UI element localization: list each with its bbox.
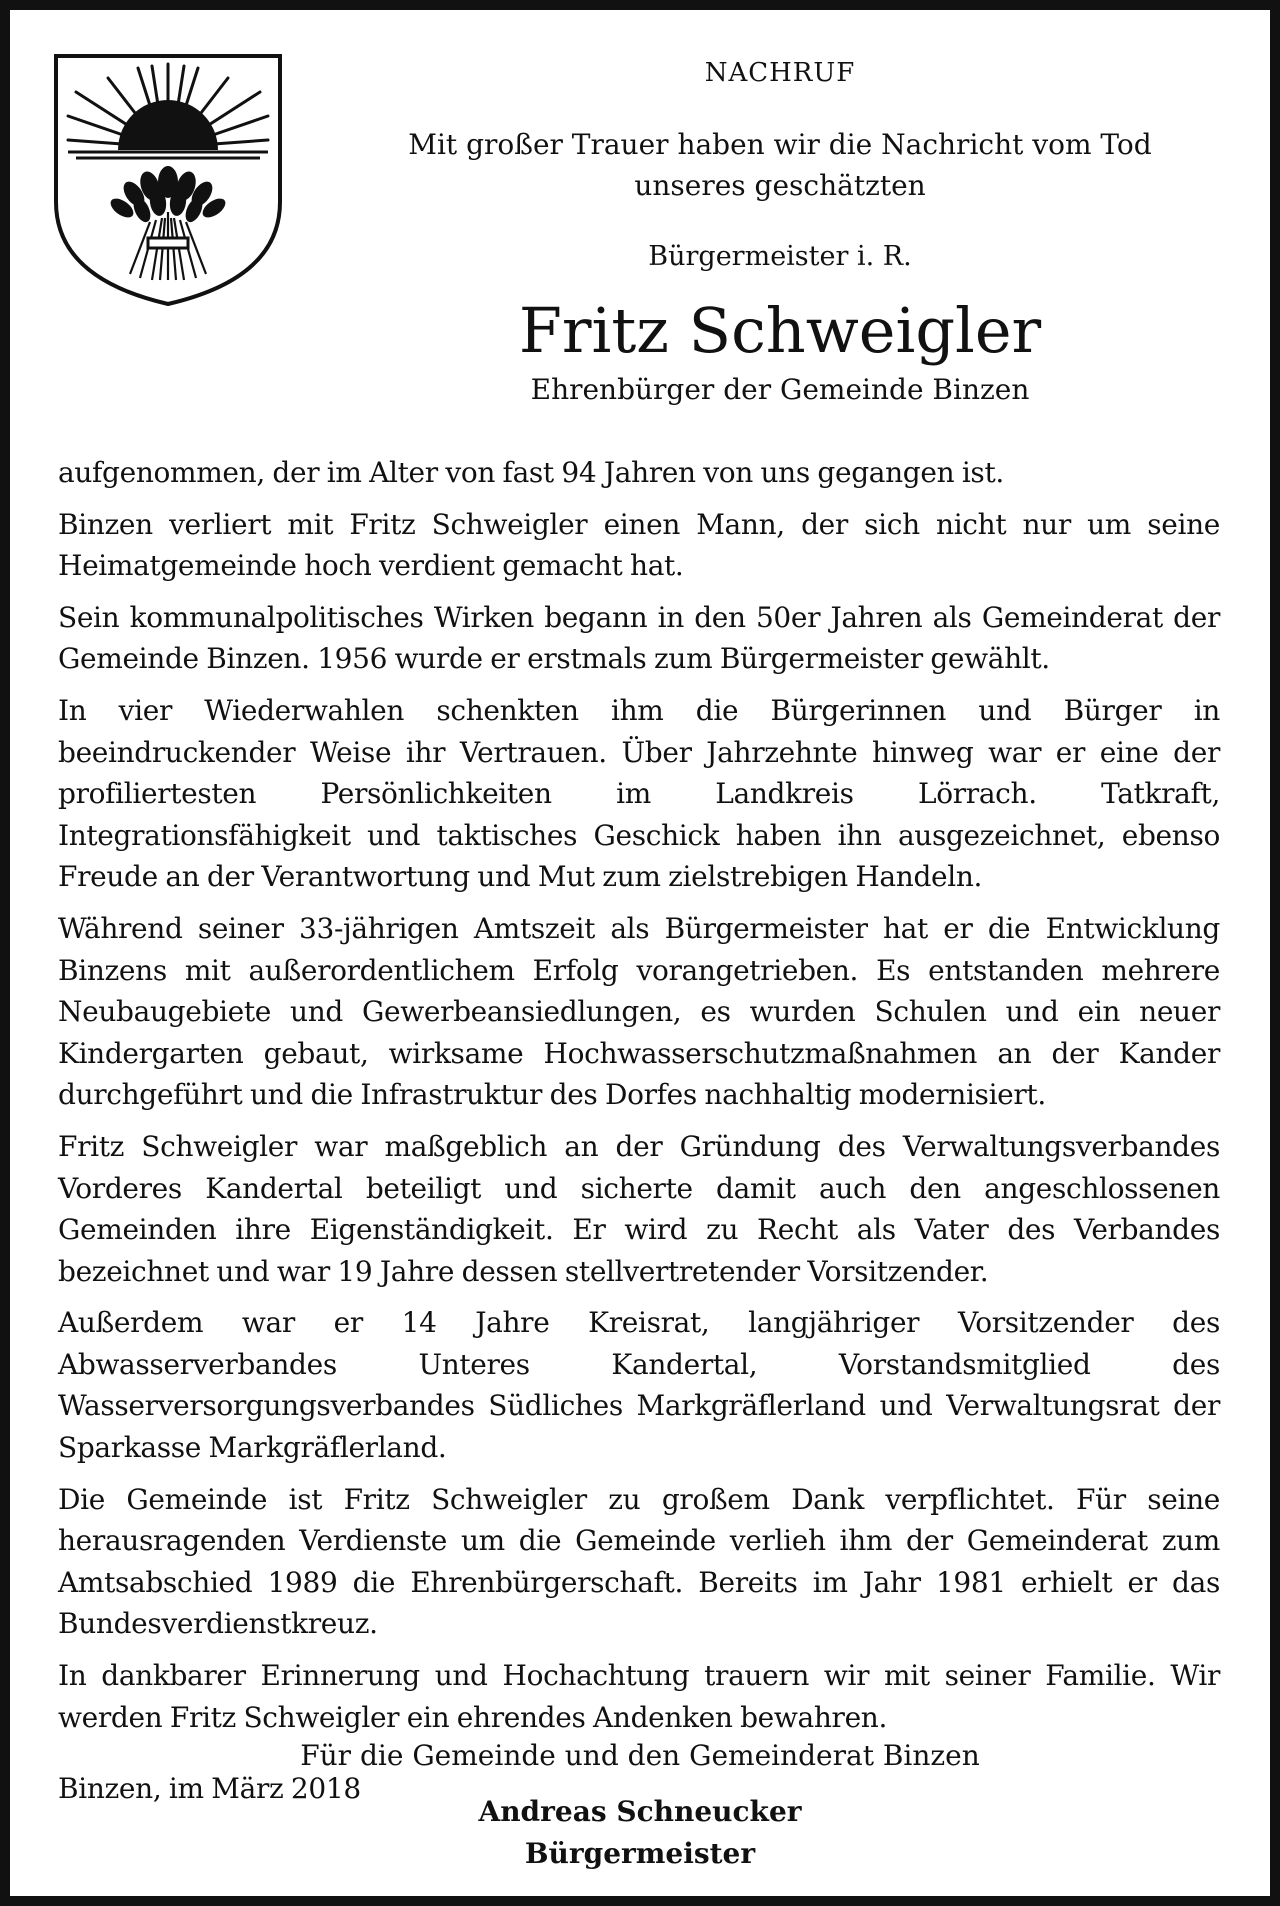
signatory-role: Bürgermeister bbox=[524, 1837, 756, 1870]
on-behalf-line: Für die Gemeinde und den Gemeinderat Binzen bbox=[300, 1739, 980, 1772]
honorific-title: Bürgermeister i. R. bbox=[648, 241, 912, 272]
honorary-citizen-line: Ehrenbürger der Gemeinde Binzen bbox=[530, 373, 1030, 406]
signature-block bbox=[240, 1735, 1040, 1875]
obituary-body bbox=[58, 452, 1220, 1820]
body-paragraph: Während seiner 33-jährigen Amtszeit als Bürgermeister hat er die Entwicklung Binzens mit außerordentlichem Erfolg vorangetrieben. Es entstanden mehrere Neubaugebiete und Gewerbeansiedlungen, es wurden Schulen und ein neuer Kindergarten gebaut, wirksame Hochwasserschutzmaßnahmen an der Kander durchgeführt und die Infrastruktur des Dorfes nachhaltig modernisiert. bbox=[58, 911, 1220, 1112]
signatory-name: Andreas Schneucker bbox=[478, 1795, 802, 1828]
body-paragraph: Die Gemeinde ist Fritz Schweigler zu großem Dank verpflichtet. Für seine herausragenden Verdienste um die Gemeinde verlieh ihm der Gemeinderat zum Amtsabschied 1989 die Ehrenbürgerschaft. Bereits im Jahr 1981 erhielt er das Bundesverdienstkreuz. bbox=[58, 1482, 1220, 1641]
body-paragraph: aufgenommen, der im Alter von fast 94 Jahren von uns gegangen ist. bbox=[58, 456, 1004, 489]
notice-intro bbox=[380, 124, 1180, 206]
notice-kicker: NACHRUF bbox=[704, 58, 856, 88]
body-paragraph: Sein kommunalpolitisches Wirken begann in den 50er Jahren als Gemeinderat der Gemeinde Binzen. 1956 wurde er erstmals zum Bürgermeister gewählt. bbox=[58, 600, 1220, 676]
intro-line-2: unseres geschätzten bbox=[634, 169, 926, 202]
body-paragraph: Fritz Schweigler war maßgeblich an der Gründung des Verwaltungsverbandes Vorderes Kandertal beteiligt und sicherte damit auch den angeschlossenen Gemeinden ihre Eigenständigkeit. Er wird zu Recht als Vater des Verbandes bezeichnet und war 19 Jahre dessen stellvertretender Vorsitzender. bbox=[58, 1129, 1220, 1288]
place-and-date: Binzen, im März 2018 bbox=[58, 1772, 361, 1806]
body-paragraph: Außerdem war er 14 Jahre Kreisrat, langjähriger Vorsitzender des Abwasserverbandes Unteres Kandertal, Vorstandsmitglied des Wasserversorgungsverbandes Südliches Markgräflerland und Verwaltungsrat der Sparkasse Markgräflerland. bbox=[58, 1306, 1220, 1465]
intro-line-1: Mit großer Trauer haben wir die Nachricht vom Tod bbox=[408, 128, 1152, 161]
body-paragraph: In dankbarer Erinnerung und Hochachtung trauern wir mit seiner Familie. Wir werden Fritz Schweigler ein ehrendes Andenken bewahren. bbox=[58, 1659, 1220, 1734]
coat-of-arms-icon bbox=[52, 52, 284, 310]
deceased-name: Fritz Schweigler bbox=[518, 294, 1042, 367]
notice-header bbox=[380, 54, 1180, 410]
body-paragraph: In vier Wiederwahlen schenkten ihm die Bürgerinnen und Bürger in beeindruckender Weise ihr Vertrauen. Über Jahrzehnte hinweg war er eine der profiliertesten Persönlichkeiten im Landkreis Lörrach. Tatkraft, Integrationsfähigkeit und taktisches Geschick haben ihn ausgezeichnet, ebenso Freude an der Verantwortung und Mut zum zielstrebigen Handeln. bbox=[58, 693, 1220, 894]
body-paragraph: Binzen verliert mit Fritz Schweigler einen Mann, der sich nicht nur um seine Heimatgemeinde hoch verdient gemacht hat. bbox=[58, 507, 1220, 583]
